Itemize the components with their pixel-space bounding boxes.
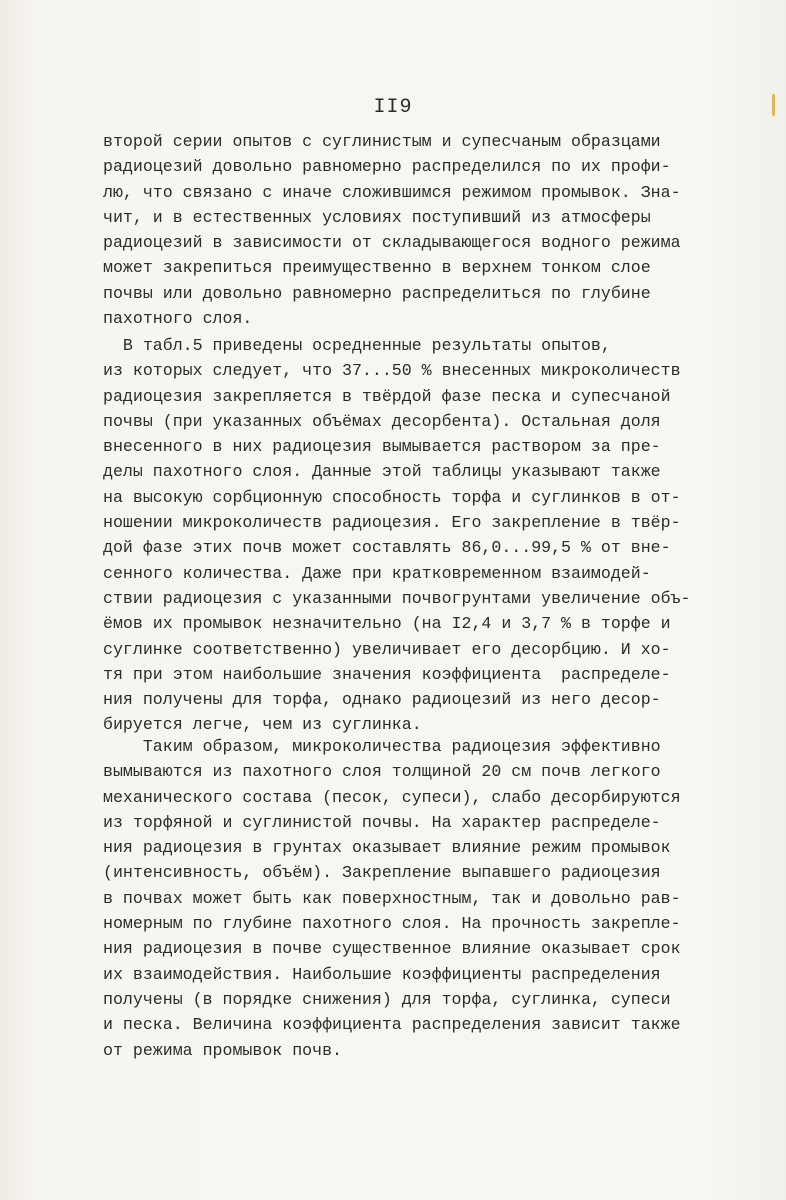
text-line: механического состава (песок, супеси), слабо десорбируются: [103, 787, 681, 807]
text-line: ношении микроколичеств радиоцезия. Его закрепление в твёр-: [103, 513, 681, 533]
paragraph-1: [103, 129, 683, 331]
text-line: ния получены для торфа, однако радиоцезий из него десор-: [103, 690, 661, 710]
text-line: ствии радиоцезия с указанными почвогрунтами увеличение объ-: [103, 588, 691, 608]
text-line: и песка. Величина коэффициента распределения зависит также: [103, 1015, 681, 1035]
text-line: из которых следует, что 37...50 % внесенных микроколичеств: [103, 361, 681, 381]
text-line: суглинке соответственно) увеличивает его десорбцию. И хо-: [103, 639, 671, 659]
text-line: на высокую сорбционную способность торфа и суглинков в от-: [103, 487, 681, 507]
text-line: лю, что связано с иначе сложившимся режимом промывок. Зна-: [103, 182, 681, 202]
text-line: в почвах может быть как поверхностным, так и довольно рав-: [103, 888, 681, 908]
text-line: почвы (при указанных объёмах десорбента). Остальная доля: [103, 411, 661, 431]
text-line: от режима промывок почв.: [103, 1040, 342, 1060]
text-line: получены (в порядке снижения) для торфа, суглинка, супеси: [103, 989, 671, 1009]
text-line: радиоцезий довольно равномерно распределился по их профи-: [103, 157, 671, 177]
text-line: радиоцезия закрепляется в твёрдой фазе песка и супесчаной: [103, 386, 671, 406]
text-line: В табл.5 приведены осредненные результаты опытов,: [103, 336, 611, 355]
text-line: сенного количества. Даже при кратковременном взаимодей-: [103, 563, 651, 583]
text-line: второй серии опытов с суглинистым и супесчаным образцами: [103, 132, 661, 151]
page-number: II9: [373, 96, 413, 119]
text-line: может закрепиться преимущественно в верхнем тонком слое: [103, 258, 651, 278]
text-line: их взаимодействия. Наибольшие коэффициенты распределения: [103, 964, 661, 984]
text-line: делы пахотного слоя. Данные этой таблицы указывают также: [103, 462, 661, 482]
text-line: бируется легче, чем из суглинка.: [103, 715, 422, 735]
text-line: из торфяной и суглинистой почвы. На характер распределе-: [103, 812, 661, 832]
text-line: почвы или довольно равномерно распределиться по глубине: [103, 283, 651, 303]
text-line: вымываются из пахотного слоя толщиной 20 см почв легкого: [103, 762, 661, 782]
text-line: Таким образом, микроколичества радиоцезия эффективно: [103, 737, 661, 756]
text-line: ния радиоцезия в почве существенное влияние оказывает срок: [103, 939, 681, 959]
text-line: ёмов их промывок незначительно (на I2,4 и 3,7 % в торфе и: [103, 614, 671, 634]
text-line: номерным по глубине пахотного слоя. На прочность закрепле-: [103, 914, 681, 934]
text-line: дой фазе этих почв может составлять 86,0...99,5 % от вне-: [103, 538, 671, 558]
paragraph-2: [103, 333, 691, 738]
text-line: чит, и в естественных условиях поступивший из атмосферы: [103, 207, 651, 227]
text-line: ния радиоцезия в грунтах оказывает влияние режим промывок: [103, 838, 671, 858]
text-line: внесенного в них радиоцезия вымывается раствором за пре-: [103, 437, 661, 457]
text-line: тя при этом наибольшие значения коэффициента распределе-: [103, 664, 671, 684]
text-line: (интенсивность, объём). Закрепление выпавшего радиоцезия: [103, 863, 661, 883]
paragraph-3: [103, 734, 683, 1063]
text-line: радиоцезий в зависимости от складывающегося водного режима: [103, 233, 681, 253]
text-line: пахотного слоя.: [103, 309, 253, 329]
